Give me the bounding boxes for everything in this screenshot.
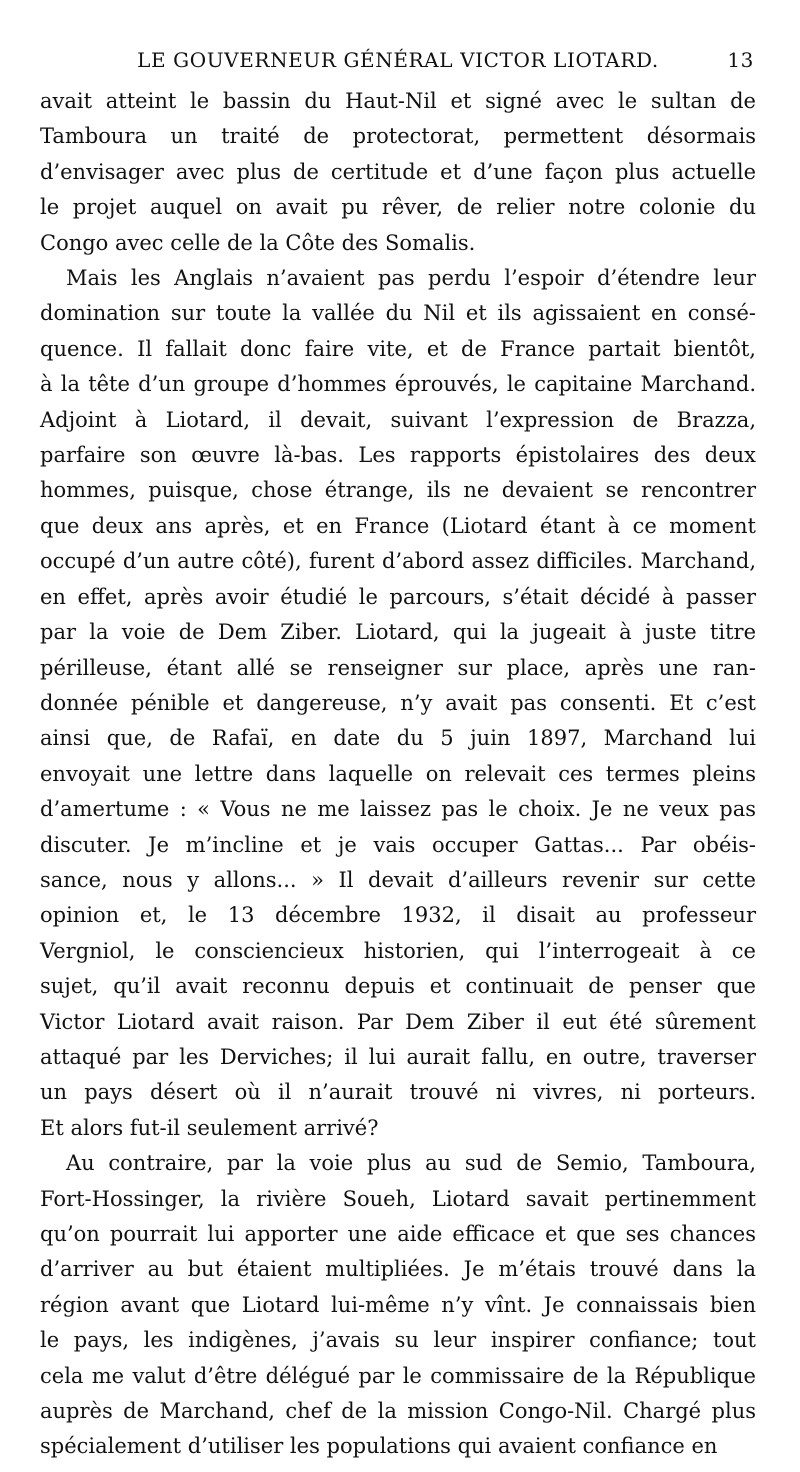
text-line: Mais les Anglais n’avaient pas perdu l’espoir d’étendre leur	[66, 266, 756, 291]
text-line: donnée pénible et dangereuse, n’y avait pas consenti. Et c’est	[40, 690, 756, 715]
text-line: ainsi que, de Rafaï, en date du 5 juin 1897, Marchand lui	[40, 726, 756, 751]
text-line: attaqué par les Derviches; il lui aurait fallu, en outre, traverser	[40, 1044, 756, 1069]
text-line: d’amertume : « Vous ne me laissez pas le choix. Je ne veux pas	[40, 797, 756, 822]
text-line: à la tête d’un groupe d’hommes éprouvés, le capitaine Marchand.	[40, 372, 756, 397]
text-line: en effet, après avoir étudié le parcours, s’était décidé à passer	[40, 584, 756, 609]
running-header	[40, 44, 756, 84]
paragraph	[40, 261, 756, 1146]
text-line: le projet auquel on avait pu rêver, de relier notre colonie du	[40, 195, 756, 220]
text-line: Tamboura un traité de protectorat, permettent désormais	[40, 124, 756, 149]
text-line: qu’on pourrait lui apporter une aide efficace et que ses chances	[40, 1222, 756, 1246]
text-line: avait atteint le bassin du Haut-Nil et signé avec le sultan de	[40, 89, 756, 113]
text-line: Victor Liotard avait raison. Par Dem Ziber il eut été sûrement	[40, 1009, 756, 1034]
text-line: Et alors fut-il seulement arrivé?	[40, 1115, 379, 1140]
text-line: Vergniol, le consciencieux historien, qui l’interrogeait à ce	[40, 938, 756, 963]
text-line: Congo avec celle de la Côte des Somalis.	[40, 230, 476, 255]
text-line: envoyait une lettre dans laquelle on relevait ces termes pleins	[40, 761, 756, 786]
text-line: par la voie de Dem Ziber. Liotard, qui la jugeait à juste titre	[40, 620, 756, 645]
page-number: 13	[727, 48, 754, 72]
running-title: LE GOUVERNEUR GÉNÉRAL VICTOR LIOTARD.	[137, 48, 659, 72]
text-line: Au contraire, par la voie plus au sud de Semio, Tamboura,	[66, 1151, 756, 1176]
text-line: périlleuse, étant allé se renseigner sur place, après une ran-	[40, 655, 756, 680]
text-line: spécialement d’utiliser les populations qui avaient confiance en	[40, 1434, 718, 1459]
text-line: d’arriver au but étaient multipliées. Je m’étais trouvé dans la	[40, 1257, 756, 1282]
text-line: hommes, puisque, chose étrange, ils ne devaient se rencontrer	[40, 478, 756, 503]
paragraph	[40, 1146, 756, 1465]
text-line: auprès de Marchand, chef de la mission Congo-Nil. Chargé plus	[40, 1399, 756, 1424]
text-line: discuter. Je m’incline et je vais occuper Gattas... Par obéis-	[40, 832, 756, 857]
text-line: sujet, qu’il avait reconnu depuis et continuait de penser que	[40, 974, 756, 999]
text-line: d’envisager avec plus de certitude et d’une façon plus actuelle	[40, 159, 756, 184]
text-line: domination sur toute la vallée du Nil et ils agissaient en consé-	[40, 301, 756, 326]
text-line: Adjoint à Liotard, il devait, suivant l’expression de Brazza,	[40, 407, 756, 432]
paragraph	[40, 84, 756, 261]
text-line: occupé d’un autre côté), furent d’abord assez difficiles. Marchand,	[40, 549, 756, 574]
text-line: cela me valut d’être délégué par le commissaire de la République	[40, 1363, 756, 1388]
text-line: le pays, les indigènes, j’avais su leur inspirer confiance; tout	[40, 1328, 756, 1353]
book-page	[40, 44, 756, 1465]
text-line: que deux ans après, et en France (Liotard étant à ce moment	[40, 513, 756, 538]
text-line: région avant que Liotard lui-même n’y vînt. Je connaissais bien	[40, 1292, 756, 1317]
text-line: un pays désert où il n’aurait trouvé ni vivres, ni porteurs.	[40, 1080, 756, 1105]
text-line: opinion et, le 13 décembre 1932, il disait au professeur	[40, 903, 756, 928]
text-line: quence. Il fallait donc faire vite, et de France partait bientôt,	[40, 336, 756, 361]
text-line: Fort-Hossinger, la rivière Soueh, Liotard savait pertinemment	[40, 1186, 756, 1211]
text-line: parfaire son œuvre là-bas. Les rapports épistolaires des deux	[40, 443, 756, 468]
body-text	[40, 84, 756, 1465]
text-line: sance, nous y allons... » Il devait d’ailleurs revenir sur cette	[40, 867, 756, 892]
